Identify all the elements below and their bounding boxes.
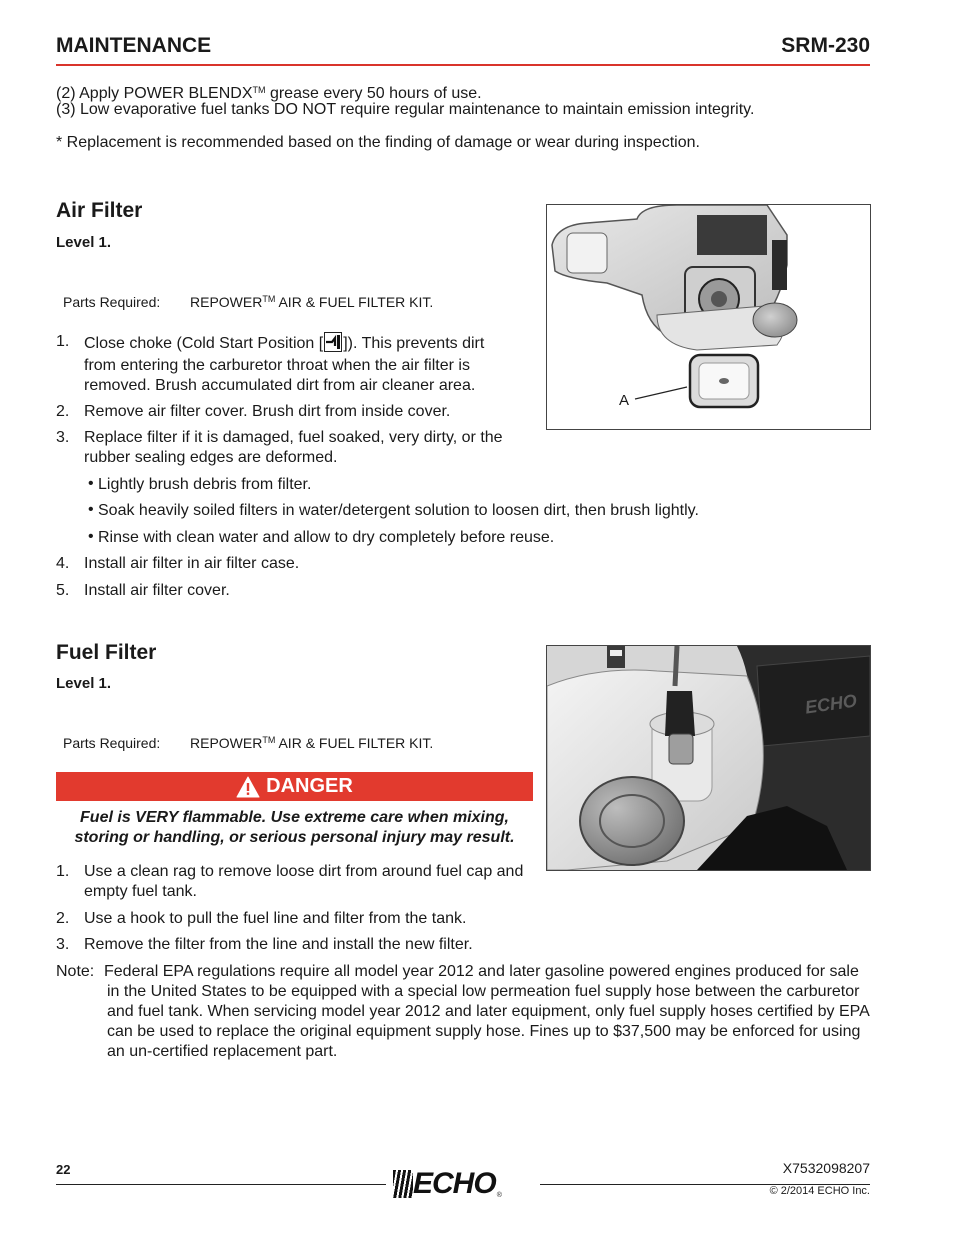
fuel-filter-level: Level 1. [56,675,112,692]
bullet-item: Lightly brush debris from filter. [98,476,312,493]
step-number: 5. [56,582,70,599]
logo-text: ECHO [413,1167,496,1200]
fuel-filter-step-1: Use a clean rag to remove loose dirt from around fuel cap and empty fuel tank. [84,863,524,900]
air-filter-heading: Air Filter [56,199,143,222]
header-rule [56,64,870,66]
logo-stripes [393,1170,413,1198]
step-number: 2. [56,403,70,420]
air-filter-step-4: Install air filter in air filter case. [84,555,300,572]
step-number: 2. [56,910,70,927]
bullet-marker: • [88,528,94,545]
fuel-filter-figure [546,645,871,871]
page-number: 22 [56,1162,71,1177]
note-label: Note: [56,963,95,980]
step-number: 1. [56,863,70,880]
air-filter-illustration [547,205,870,429]
air-filter-figure [546,204,871,430]
warning-triangle-icon [236,776,260,798]
step-number: 1. [56,333,70,350]
bullet-marker: • [88,501,94,518]
fuel-filter-step-2: Use a hook to pull the fuel line and filter from the tank. [84,910,467,927]
choke-cold-start-icon [324,332,342,358]
copyright: © 2/2014 ECHO Inc. [769,1185,870,1197]
bullet-item: Rinse with clean water and allow to dry completely before reuse. [98,529,555,546]
step-number: 4. [56,555,70,572]
figure-callout-a: A [619,392,630,409]
step-number: 3. [56,429,70,446]
air-filter-step-1: Close choke (Cold Start Position [ ]). This prevents dirt [84,332,534,358]
photo-brand-mark: ECHO [803,690,859,718]
bullet-item: Soak heavily soiled filters in water/detergent solution to loosen dirt, then brush lightly. [98,502,699,519]
air-filter-step-3: Replace filter if it is damaged, fuel soaked, very dirty, or the rubber sealing edges are deformed. [84,429,503,466]
fuel-filter-parts-label: Parts Required: [63,735,161,751]
danger-banner [56,772,533,801]
air-filter-parts-kit: REPOWER™ AIR & FUEL FILTER KIT. [190,294,434,310]
part-number: X7532098207 [782,1160,870,1176]
section-title: MAINTENANCE [56,34,212,57]
footer-rule-left [56,1184,386,1185]
model-number: SRM-230 [781,34,870,57]
fuel-filter-step-3: Remove the filter from the line and install the new filter. [84,936,473,953]
epa-note [104,962,872,1062]
note-3: (3) Low evaporative fuel tanks DO NOT require regular maintenance to maintain emission integrity. [56,101,755,118]
fuel-filter-heading: Fuel Filter [56,641,157,664]
danger-message: Fuel is VERY flammable. Use extreme care when mixing, storing or handling, or serious personal injury may result. [74,809,515,846]
danger-label: DANGER [266,775,353,797]
air-filter-step-1-cont: from entering the carburetor throat when the air filter is removed. Brush accumulated dirt from air cleaner area. [84,357,476,394]
fuel-filter-illustration [547,646,870,870]
air-filter-step-2: Remove air filter cover. Brush dirt from inside cover. [84,403,451,420]
air-filter-parts-label: Parts Required: [63,294,161,310]
logo-registered: ® [496,1191,502,1199]
epa-note-text: Federal EPA regulations require all model year 2012 and later gasoline powered engines produced for sale in the United States to be equipped with a special low permeation fuel supply hose between the carburetor and fuel tank. When servicing model year 2012 and later equipment, only fuel supply hoses certified by EPA can be used to replace the original equipment supply hose. Fines up to $37,500 may be enforced for using an un-certified replacement part. [104,963,869,1060]
air-filter-step-5: Install air filter cover. [84,582,230,599]
note-2: (2) Apply POWER BLENDX™ grease every 50 hours of use. [56,85,482,102]
note-replacement: * Replacement is recommended based on the finding of damage or wear during inspection. [56,134,700,151]
step-number: 3. [56,936,70,953]
echo-logo-icon [393,1166,538,1202]
fuel-filter-parts-kit: REPOWER™ AIR & FUEL FILTER KIT. [190,735,434,751]
bullet-marker: • [88,475,94,492]
footer-rule-right [540,1184,870,1185]
air-filter-level: Level 1. [56,234,112,251]
